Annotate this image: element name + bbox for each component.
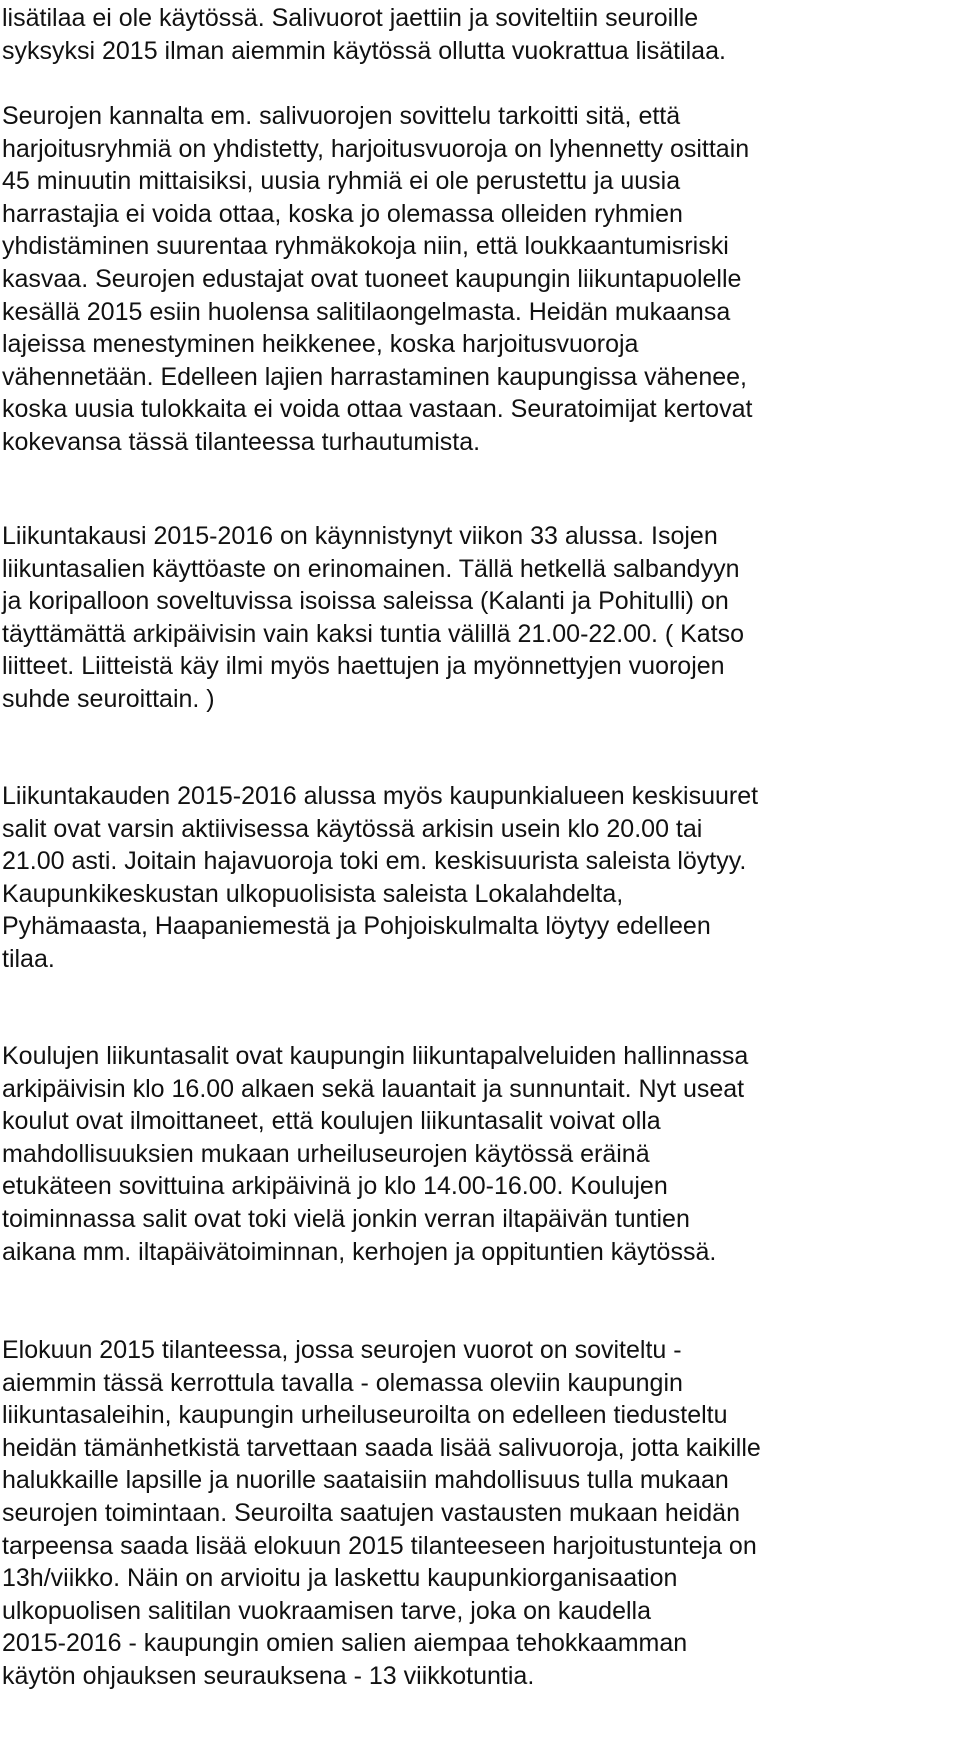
paragraph-3 (0, 520, 960, 716)
text-line: Pyhämaasta, Haapaniemestä ja Pohjoiskulmalta löytyy edelleen (2, 912, 711, 941)
text-line: syksyksi 2015 ilman aiemmin käytössä ollutta vuokrattua lisätilaa. (2, 36, 726, 65)
text-line: ulkopuolisen salitilan vuokraamisen tarve, joka on kaudella (2, 1596, 651, 1625)
text-line: Elokuun 2015 tilanteessa, jossa seurojen vuorot on soviteltu - (2, 1336, 682, 1364)
text-line: liikuntasalien käyttöaste on erinomainen. Tällä hetkellä salbandyyn (2, 554, 740, 583)
text-line: Liikuntakauden 2015-2016 alussa myös kaupunkialueen keskisuuret (2, 782, 759, 810)
text-line: Liikuntakausi 2015-2016 on käynnistynyt viikon 33 alussa. Isojen (2, 522, 718, 550)
paragraph-4 (0, 780, 960, 976)
text-line: kasvaa. Seurojen edustajat ovat tuoneet kaupungin liikuntapuolelle (2, 264, 742, 293)
text-line: toiminnassa salit ovat toki vielä jonkin verran iltapäivän tuntien (2, 1204, 690, 1233)
text-line: 45 minuutin mittaisiksi, uusia ryhmiä ei ole perustettu ja uusia (2, 167, 681, 196)
text-line: Koulujen liikuntasalit ovat kaupungin liikuntapalveluiden hallinnassa (2, 1042, 749, 1070)
text-line: kokevansa tässä tilanteessa turhautumista. (2, 427, 481, 456)
text-line: liitteet. Liitteistä käy ilmi myös haettujen ja myönnettyjen vuorojen (2, 652, 725, 681)
text-line: arkipäivisin klo 16.00 alkaen sekä lauantait ja sunnuntait. Nyt useat (2, 1074, 745, 1103)
paragraph-1 (0, 2, 960, 67)
paragraph-5 (0, 1040, 960, 1268)
text-line: Seurojen kannalta em. salivuorojen sovittelu tarkoitti sitä, että (2, 102, 681, 130)
text-line: Kaupunkikeskustan ulkopuolisista saleista Lokalahdelta, (2, 879, 624, 908)
text-line: etukäteen sovittuina arkipäivinä jo klo 14.00-16.00. Koulujen (2, 1172, 668, 1201)
text-line: ja koripalloon soveltuvissa isoissa saleissa (Kalanti ja Pohitulli) on (2, 587, 729, 616)
text-line: käytön ohjauksen seurauksena - 13 viikkotuntia. (2, 1661, 535, 1690)
text-line: 13h/viikko. Näin on arvioitu ja laskettu kaupunkiorganisaation (2, 1564, 678, 1593)
text-line: seurojen toimintaan. Seuroilta saatujen vastausten mukaan heidän (2, 1498, 740, 1527)
text-line: heidän tämänhetkistä tarvettaan saada lisää salivuoroja, jotta kaikille (2, 1433, 761, 1462)
text-line: vähennetään. Edelleen lajien harrastaminen kaupungissa vähenee, (2, 362, 747, 391)
text-line: koulut ovat ilmoittaneet, että koulujen liikuntasalit voivat olla (2, 1107, 661, 1136)
text-line: tarpeensa saada lisää elokuun 2015 tilanteeseen harjoitustunteja on (2, 1531, 757, 1560)
text-line: 2015-2016 - kaupungin omien salien aiempaa tehokkaamman (2, 1629, 688, 1658)
text-line: koska uusia tulokkaita ei voida ottaa vastaan. Seuratoimijat kertovat (2, 395, 753, 424)
text-line: täyttämättä arkipäivisin vain kaksi tuntia välillä 21.00-22.00. ( Katso (2, 619, 745, 648)
text-line: liikuntasaleihin, kaupungin urheiluseuroilta on edelleen tiedusteltu (2, 1401, 728, 1430)
text-line: aiemmin tässä kerrottula tavalla - olemassa oleviin kaupungin (2, 1368, 683, 1397)
paragraph-2 (0, 100, 960, 459)
text-line: halukkaille lapsille ja nuorille saataisiin mahdollisuus tulla mukaan (2, 1466, 729, 1495)
text-line: 21.00 asti. Joitain hajavuoroja toki em. keskisuurista saleista löytyy. (2, 847, 747, 876)
text-line: aikana mm. iltapäivätoiminnan, kerhojen ja oppituntien käytössä. (2, 1237, 717, 1266)
text-line: salit ovat varsin aktiivisessa käytössä arkisin usein klo 20.00 tai (2, 814, 703, 843)
text-line: kesällä 2015 esiin huolensa salitilaongelmasta. Heidän mukaansa (2, 297, 731, 326)
text-line: lisätilaa ei ole käytössä. Salivuorot jaettiin ja soviteltiin seuroille (2, 4, 699, 32)
text-line: harrastajia ei voida ottaa, koska jo olemassa olleiden ryhmien (2, 199, 683, 228)
text-line: tilaa. (2, 944, 55, 973)
text-line: suhde seuroittain. ) (2, 684, 215, 713)
text-line: mahdollisuuksien mukaan urheiluseurojen käytössä eräinä (2, 1139, 650, 1168)
paragraph-6 (0, 1334, 960, 1693)
text-line: yhdistäminen suurentaa ryhmäkokoja niin, että loukkaantumisriski (2, 232, 729, 261)
text-line: harjoitusryhmiä on yhdistetty, harjoitusvuoroja on lyhennetty osittain (2, 134, 750, 163)
text-line: lajeissa menestyminen heikkenee, koska harjoitusvuoroja (2, 330, 639, 359)
